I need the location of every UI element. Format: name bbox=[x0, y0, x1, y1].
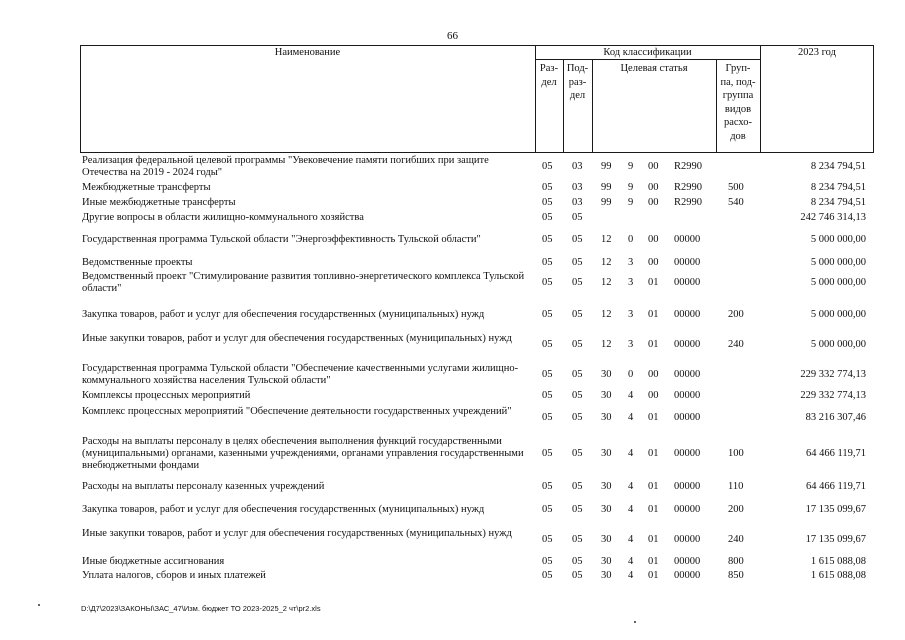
expense-group-code: 110 bbox=[728, 481, 744, 492]
subprogram-code: 0 bbox=[628, 369, 634, 380]
section-code: 05 bbox=[542, 481, 553, 492]
activity-code: 00 bbox=[648, 234, 659, 245]
amount: 242 746 314,13 bbox=[800, 212, 866, 223]
table-header bbox=[80, 45, 874, 153]
subsection-code: 03 bbox=[572, 197, 583, 208]
program-code: 30 bbox=[601, 481, 612, 492]
subsection-code: 05 bbox=[572, 504, 583, 515]
row-name: Закупка товаров, работ и услуг для обеспечения государственных (муниципальных) нужд bbox=[82, 309, 485, 320]
scan-speck bbox=[38, 604, 40, 606]
amount: 64 466 119,71 bbox=[806, 448, 866, 459]
amount: 5 000 000,00 bbox=[810, 234, 866, 245]
section-code: 05 bbox=[542, 534, 553, 545]
row-name: Комплекс процессных мероприятий "Обеспечение деятельности государственных учреждений" bbox=[82, 406, 512, 417]
activity-code: 00 bbox=[648, 161, 659, 172]
amount: 64 466 119,71 bbox=[806, 481, 866, 492]
activity-code: 00 bbox=[648, 182, 659, 193]
expense-group-code: 100 bbox=[728, 448, 744, 459]
section-code: 05 bbox=[542, 339, 553, 350]
section-code: 05 bbox=[542, 369, 553, 380]
direction-code: 00000 bbox=[674, 339, 701, 350]
subprogram-code: 0 bbox=[628, 234, 634, 245]
row-name: Ведомственный проект "Стимулирование развития топливно-энергетического комплекса Тульской области" bbox=[82, 271, 525, 294]
direction-code: 00000 bbox=[674, 570, 701, 581]
direction-code: 00000 bbox=[674, 412, 701, 423]
section-code: 05 bbox=[542, 197, 553, 208]
direction-code: R2990 bbox=[674, 161, 703, 172]
direction-code: 00000 bbox=[674, 504, 701, 515]
activity-code: 00 bbox=[648, 257, 659, 268]
subsection-code: 05 bbox=[572, 481, 583, 492]
row-name: Уплата налогов, сборов и иных платежей bbox=[82, 570, 266, 581]
direction-code: 00000 bbox=[674, 448, 701, 459]
direction-code: 00000 bbox=[674, 481, 701, 492]
row-name: Иные межбюджетные трансферты bbox=[82, 197, 236, 208]
program-code: 12 bbox=[601, 234, 612, 245]
activity-code: 01 bbox=[648, 570, 659, 581]
activity-code: 01 bbox=[648, 309, 659, 320]
program-code: 99 bbox=[601, 182, 612, 193]
direction-code: 00000 bbox=[674, 556, 701, 567]
expense-group-code: 200 bbox=[728, 309, 744, 320]
section-code: 05 bbox=[542, 448, 553, 459]
direction-code: 00000 bbox=[674, 309, 701, 320]
subprogram-code: 3 bbox=[628, 257, 634, 268]
amount: 17 135 099,67 bbox=[805, 534, 866, 545]
expense-group-code: 200 bbox=[728, 504, 744, 515]
subprogram-code: 4 bbox=[628, 570, 634, 581]
activity-code: 00 bbox=[648, 369, 659, 380]
activity-code: 01 bbox=[648, 481, 659, 492]
row-name: Государственная программа Тульской области "Энергоэффективность Тульской области" bbox=[82, 234, 481, 245]
program-code: 30 bbox=[601, 570, 612, 581]
row-name: Расходы на выплаты персоналу в целях обеспечения выполнения функций государственными (муниципальными) органами, казенными учреждениями, органами управления государственными внебюджетными фондами bbox=[82, 436, 524, 471]
expense-group-code: 540 bbox=[728, 197, 744, 208]
row-name: Иные закупки товаров, работ и услуг для обеспечения государственных (муниципальных) нужд bbox=[82, 528, 512, 539]
header-name: Наименование bbox=[274, 47, 341, 58]
amount: 5 000 000,00 bbox=[810, 339, 866, 350]
page-number: 66 bbox=[447, 30, 458, 42]
row-name: Государственная программа Тульской области "Обеспечение качественными услугами жилищно-коммунального хозяйства населения Тульской области" bbox=[82, 363, 519, 386]
amount: 8 234 794,51 bbox=[810, 182, 866, 193]
header-subsection: Под- раз- дел bbox=[566, 63, 589, 101]
program-code: 30 bbox=[601, 534, 612, 545]
subprogram-code: 4 bbox=[628, 412, 634, 423]
program-code: 30 bbox=[601, 448, 612, 459]
row-name: Ведомственные проекты bbox=[82, 257, 193, 268]
subsection-code: 05 bbox=[572, 570, 583, 581]
subprogram-code: 4 bbox=[628, 481, 634, 492]
row-name: Другие вопросы в области жилищно-коммунального хозяйства bbox=[82, 212, 364, 223]
subsection-code: 05 bbox=[572, 534, 583, 545]
footer-file-path: D:\Д7\2023\ЗАКОНЫ\ЗАС_47\Изм. бюджет ТО 2023-2025_2 чт\pr2.xls bbox=[81, 604, 321, 613]
program-code: 30 bbox=[601, 412, 612, 423]
program-code: 30 bbox=[601, 390, 612, 401]
program-code: 12 bbox=[601, 309, 612, 320]
amount: 1 615 088,08 bbox=[810, 570, 866, 581]
subsection-code: 05 bbox=[572, 556, 583, 567]
direction-code: R2990 bbox=[674, 182, 703, 193]
amount: 8 234 794,51 bbox=[810, 161, 866, 172]
program-code: 30 bbox=[601, 556, 612, 567]
subprogram-code: 4 bbox=[628, 534, 634, 545]
direction-code: 00000 bbox=[674, 257, 701, 268]
subsection-code: 05 bbox=[572, 369, 583, 380]
amount: 5 000 000,00 bbox=[810, 309, 866, 320]
subprogram-code: 4 bbox=[628, 556, 634, 567]
subsection-code: 05 bbox=[572, 412, 583, 423]
amount: 5 000 000,00 bbox=[810, 257, 866, 268]
section-code: 05 bbox=[542, 257, 553, 268]
subsection-code: 05 bbox=[572, 339, 583, 350]
subsection-code: 05 bbox=[572, 212, 583, 223]
activity-code: 00 bbox=[648, 390, 659, 401]
row-name: Реализация федеральной целевой программы "Увековечение памяти погибших при защите Отечества на 2019 - 2024 годы" bbox=[82, 155, 489, 178]
section-code: 05 bbox=[542, 234, 553, 245]
subprogram-code: 4 bbox=[628, 504, 634, 515]
direction-code: 00000 bbox=[674, 390, 701, 401]
amount: 83 216 307,46 bbox=[805, 412, 866, 423]
subprogram-code: 3 bbox=[628, 339, 634, 350]
activity-code: 01 bbox=[648, 448, 659, 459]
subsection-code: 05 bbox=[572, 277, 583, 288]
activity-code: 00 bbox=[648, 197, 659, 208]
scan-speck bbox=[634, 621, 636, 623]
expense-group-code: 800 bbox=[728, 556, 744, 567]
direction-code: 00000 bbox=[674, 234, 701, 245]
expense-group-code: 240 bbox=[728, 534, 744, 545]
direction-code: 00000 bbox=[674, 534, 701, 545]
subsection-code: 03 bbox=[572, 161, 583, 172]
amount: 1 615 088,08 bbox=[810, 556, 866, 567]
section-code: 05 bbox=[542, 390, 553, 401]
amount: 17 135 099,67 bbox=[805, 504, 866, 515]
section-code: 05 bbox=[542, 212, 553, 223]
section-code: 05 bbox=[542, 277, 553, 288]
section-code: 05 bbox=[542, 570, 553, 581]
program-code: 12 bbox=[601, 339, 612, 350]
header-code-classification: Код классификации bbox=[603, 47, 692, 58]
row-name: Комплексы процессных мероприятий bbox=[82, 390, 251, 401]
header-target-article: Целевая статья bbox=[620, 63, 688, 74]
subsection-code: 05 bbox=[572, 390, 583, 401]
section-code: 05 bbox=[542, 161, 553, 172]
activity-code: 01 bbox=[648, 534, 659, 545]
amount: 8 234 794,51 bbox=[810, 197, 866, 208]
section-code: 05 bbox=[542, 504, 553, 515]
section-code: 05 bbox=[542, 309, 553, 320]
subprogram-code: 9 bbox=[628, 161, 634, 172]
expense-group-code: 850 bbox=[728, 570, 744, 581]
subsection-code: 05 bbox=[572, 257, 583, 268]
row-name: Иные закупки товаров, работ и услуг для обеспечения государственных (муниципальных) нужд bbox=[82, 333, 512, 344]
header-section: Раз- дел bbox=[539, 63, 559, 88]
header-year: 2023 год bbox=[798, 47, 836, 58]
subprogram-code: 9 bbox=[628, 197, 634, 208]
activity-code: 01 bbox=[648, 339, 659, 350]
subsection-code: 03 bbox=[572, 182, 583, 193]
program-code: 30 bbox=[601, 504, 612, 515]
subsection-code: 05 bbox=[572, 234, 583, 245]
program-code: 12 bbox=[601, 277, 612, 288]
section-code: 05 bbox=[542, 412, 553, 423]
row-name: Закупка товаров, работ и услуг для обеспечения государственных (муниципальных) нужд bbox=[82, 504, 485, 515]
subsection-code: 05 bbox=[572, 448, 583, 459]
direction-code: 00000 bbox=[674, 369, 701, 380]
section-code: 05 bbox=[542, 182, 553, 193]
subprogram-code: 9 bbox=[628, 182, 634, 193]
direction-code: 00000 bbox=[674, 277, 701, 288]
row-name: Межбюджетные трансферты bbox=[82, 182, 211, 193]
header-expense-group: Груп- па, под- группа видов расхо- дов bbox=[720, 63, 756, 142]
section-code: 05 bbox=[542, 556, 553, 567]
subprogram-code: 4 bbox=[628, 448, 634, 459]
subprogram-code: 3 bbox=[628, 309, 634, 320]
program-code: 99 bbox=[601, 197, 612, 208]
program-code: 12 bbox=[601, 257, 612, 268]
subprogram-code: 3 bbox=[628, 277, 634, 288]
expense-group-code: 500 bbox=[728, 182, 744, 193]
subprogram-code: 4 bbox=[628, 390, 634, 401]
activity-code: 01 bbox=[648, 556, 659, 567]
row-name: Иные бюджетные ассигнования bbox=[82, 556, 225, 567]
row-name: Расходы на выплаты персоналу казенных учреждений bbox=[82, 481, 325, 492]
activity-code: 01 bbox=[648, 412, 659, 423]
expense-group-code: 240 bbox=[728, 339, 744, 350]
amount: 5 000 000,00 bbox=[810, 277, 866, 288]
amount: 229 332 774,13 bbox=[800, 390, 866, 401]
program-code: 30 bbox=[601, 369, 612, 380]
activity-code: 01 bbox=[648, 504, 659, 515]
program-code: 99 bbox=[601, 161, 612, 172]
amount: 229 332 774,13 bbox=[800, 369, 866, 380]
activity-code: 01 bbox=[648, 277, 659, 288]
direction-code: R2990 bbox=[674, 197, 703, 208]
subsection-code: 05 bbox=[572, 309, 583, 320]
